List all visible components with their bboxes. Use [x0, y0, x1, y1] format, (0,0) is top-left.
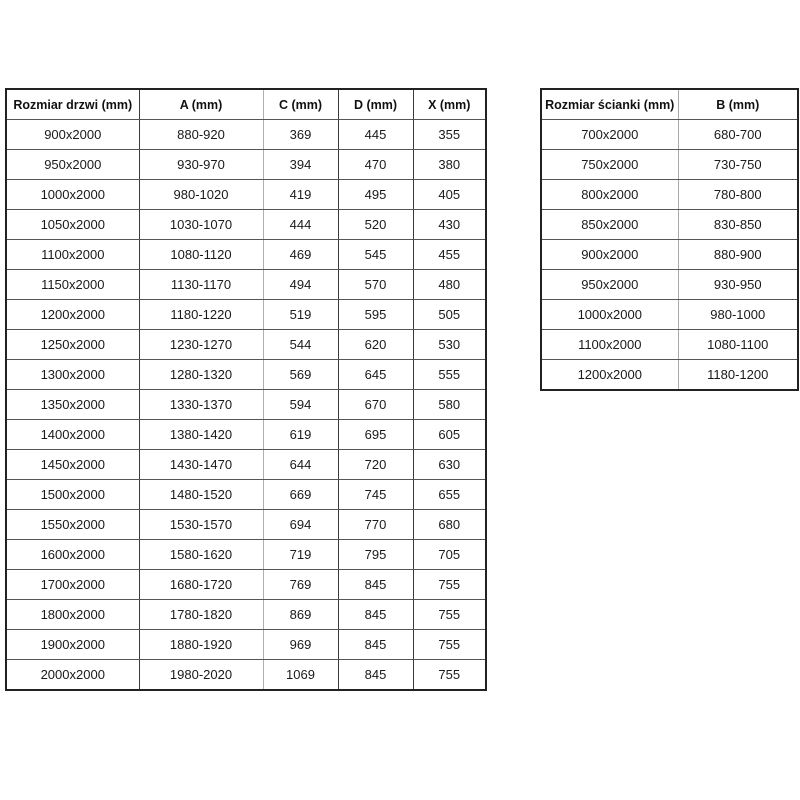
table-cell: 645 [338, 360, 413, 390]
table-cell: 519 [263, 300, 338, 330]
table-cell: 480 [413, 270, 486, 300]
table-cell: 700x2000 [541, 120, 678, 150]
table-cell: 1430-1470 [139, 450, 263, 480]
door-sizes-table [5, 88, 487, 691]
table-cell: 1069 [263, 660, 338, 691]
table-cell: 1030-1070 [139, 210, 263, 240]
column-header: A (mm) [139, 89, 263, 120]
table-row [541, 210, 798, 240]
table-cell: 850x2000 [541, 210, 678, 240]
table-cell: 750x2000 [541, 150, 678, 180]
table-cell: 755 [413, 660, 486, 691]
table-cell: 755 [413, 600, 486, 630]
table-row [6, 450, 486, 480]
table-cell: 430 [413, 210, 486, 240]
table-row [6, 600, 486, 630]
table-cell: 1080-1120 [139, 240, 263, 270]
table-cell: 1300x2000 [6, 360, 139, 390]
table-cell: 470 [338, 150, 413, 180]
table-cell: 695 [338, 420, 413, 450]
table-cell: 669 [263, 480, 338, 510]
table-cell: 570 [338, 270, 413, 300]
table-cell: 1200x2000 [541, 360, 678, 391]
table-cell: 1500x2000 [6, 480, 139, 510]
table-row [541, 360, 798, 391]
column-header: C (mm) [263, 89, 338, 120]
table-cell: 950x2000 [541, 270, 678, 300]
table-cell: 1330-1370 [139, 390, 263, 420]
table-cell: 755 [413, 570, 486, 600]
table-cell: 555 [413, 360, 486, 390]
table-row [6, 210, 486, 240]
table-cell: 670 [338, 390, 413, 420]
table-cell: 1400x2000 [6, 420, 139, 450]
table-row [6, 660, 486, 691]
table-cell: 580 [413, 390, 486, 420]
table-cell: 455 [413, 240, 486, 270]
table-cell: 530 [413, 330, 486, 360]
table-cell: 769 [263, 570, 338, 600]
table-cell: 1480-1520 [139, 480, 263, 510]
table-cell: 845 [338, 570, 413, 600]
table-cell: 1380-1420 [139, 420, 263, 450]
wall-sizes-table [540, 88, 799, 391]
table-cell: 755 [413, 630, 486, 660]
table-cell: 1780-1820 [139, 600, 263, 630]
table-cell: 1530-1570 [139, 510, 263, 540]
table-cell: 930-970 [139, 150, 263, 180]
table-cell: 950x2000 [6, 150, 139, 180]
table-cell: 405 [413, 180, 486, 210]
column-header: D (mm) [338, 89, 413, 120]
table-cell: 1100x2000 [6, 240, 139, 270]
table-row [6, 300, 486, 330]
column-header: X (mm) [413, 89, 486, 120]
table-cell: 980-1020 [139, 180, 263, 210]
table-cell: 394 [263, 150, 338, 180]
table-cell: 705 [413, 540, 486, 570]
table-cell: 1100x2000 [541, 330, 678, 360]
table-cell: 1700x2000 [6, 570, 139, 600]
table-cell: 2000x2000 [6, 660, 139, 691]
table-cell: 1680-1720 [139, 570, 263, 600]
table-cell: 1150x2000 [6, 270, 139, 300]
table-row [6, 480, 486, 510]
table-cell: 544 [263, 330, 338, 360]
table-cell: 495 [338, 180, 413, 210]
table-cell: 869 [263, 600, 338, 630]
table-row [541, 270, 798, 300]
table-row [6, 390, 486, 420]
column-header: Rozmiar drzwi (mm) [6, 89, 139, 120]
table-cell: 845 [338, 630, 413, 660]
table-cell: 655 [413, 480, 486, 510]
table-cell: 830-850 [678, 210, 798, 240]
table-row [6, 270, 486, 300]
table-cell: 880-920 [139, 120, 263, 150]
table-cell: 795 [338, 540, 413, 570]
table-cell: 1080-1100 [678, 330, 798, 360]
table-row [6, 330, 486, 360]
table-row [541, 150, 798, 180]
door-table-header-row [6, 89, 486, 120]
table-cell: 445 [338, 120, 413, 150]
table-cell: 800x2000 [541, 180, 678, 210]
table-cell: 594 [263, 390, 338, 420]
table-cell: 505 [413, 300, 486, 330]
table-cell: 930-950 [678, 270, 798, 300]
table-cell: 680 [413, 510, 486, 540]
table-row [6, 120, 486, 150]
table-cell: 1580-1620 [139, 540, 263, 570]
table-row [6, 360, 486, 390]
table-cell: 770 [338, 510, 413, 540]
table-cell: 680-700 [678, 120, 798, 150]
table-cell: 1450x2000 [6, 450, 139, 480]
table-cell: 380 [413, 150, 486, 180]
table-cell: 444 [263, 210, 338, 240]
table-cell: 780-800 [678, 180, 798, 210]
table-cell: 745 [338, 480, 413, 510]
table-cell: 494 [263, 270, 338, 300]
table-cell: 1250x2000 [6, 330, 139, 360]
table-cell: 880-900 [678, 240, 798, 270]
table-cell: 545 [338, 240, 413, 270]
table-row [541, 180, 798, 210]
table-cell: 605 [413, 420, 486, 450]
table-cell: 719 [263, 540, 338, 570]
table-cell: 969 [263, 630, 338, 660]
table-cell: 694 [263, 510, 338, 540]
table-cell: 1900x2000 [6, 630, 139, 660]
table-cell: 1230-1270 [139, 330, 263, 360]
table-row [6, 510, 486, 540]
table-cell: 1280-1320 [139, 360, 263, 390]
table-cell: 520 [338, 210, 413, 240]
table-cell: 419 [263, 180, 338, 210]
table-cell: 1880-1920 [139, 630, 263, 660]
table-cell: 619 [263, 420, 338, 450]
table-cell: 980-1000 [678, 300, 798, 330]
table-cell: 1980-2020 [139, 660, 263, 691]
table-cell: 1550x2000 [6, 510, 139, 540]
table-row [6, 180, 486, 210]
wall-table-header-row [541, 89, 798, 120]
table-cell: 1200x2000 [6, 300, 139, 330]
table-cell: 620 [338, 330, 413, 360]
table-cell: 469 [263, 240, 338, 270]
table-cell: 900x2000 [541, 240, 678, 270]
table-cell: 900x2000 [6, 120, 139, 150]
table-cell: 845 [338, 660, 413, 691]
table-cell: 730-750 [678, 150, 798, 180]
table-cell: 569 [263, 360, 338, 390]
table-row [6, 240, 486, 270]
table-cell: 595 [338, 300, 413, 330]
table-cell: 1800x2000 [6, 600, 139, 630]
table-cell: 720 [338, 450, 413, 480]
table-row [541, 300, 798, 330]
column-header: B (mm) [678, 89, 798, 120]
table-cell: 1000x2000 [6, 180, 139, 210]
table-cell: 644 [263, 450, 338, 480]
table-cell: 845 [338, 600, 413, 630]
table-cell: 1050x2000 [6, 210, 139, 240]
table-cell: 355 [413, 120, 486, 150]
table-cell: 1600x2000 [6, 540, 139, 570]
table-cell: 1000x2000 [541, 300, 678, 330]
table-row [6, 420, 486, 450]
table-cell: 1130-1170 [139, 270, 263, 300]
table-cell: 1180-1200 [678, 360, 798, 391]
table-row [541, 240, 798, 270]
column-header: Rozmiar ścianki (mm) [541, 89, 678, 120]
table-cell: 630 [413, 450, 486, 480]
table-cell: 369 [263, 120, 338, 150]
table-row [6, 150, 486, 180]
table-row [6, 630, 486, 660]
table-row [6, 570, 486, 600]
table-row [6, 540, 486, 570]
table-row [541, 120, 798, 150]
table-row [541, 330, 798, 360]
table-cell: 1350x2000 [6, 390, 139, 420]
table-cell: 1180-1220 [139, 300, 263, 330]
